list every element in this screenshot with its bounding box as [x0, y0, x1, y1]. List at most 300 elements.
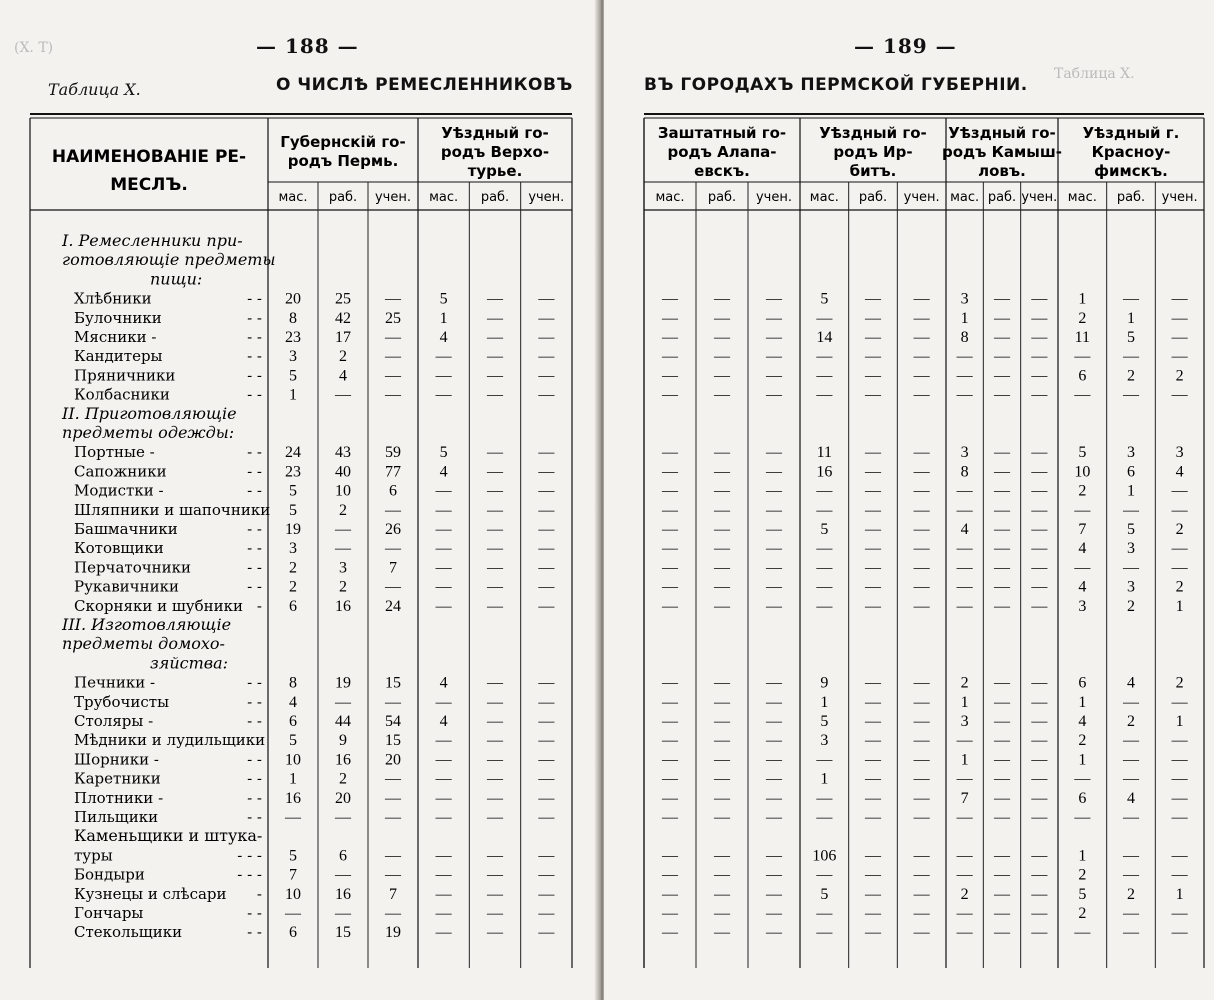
cell-value: —: [956, 501, 973, 519]
subheader-label: учен.: [528, 190, 565, 205]
craft-name: Колбасники: [74, 385, 170, 404]
leader-dashes: -: [256, 884, 262, 903]
cell-value: 16: [285, 789, 301, 807]
cell-value: —: [956, 578, 973, 596]
cell-value: —: [435, 693, 452, 711]
cell-value: —: [435, 386, 452, 404]
cell-value: 6: [1078, 674, 1087, 692]
cell-value: 1: [1127, 482, 1135, 500]
cell-value: —: [994, 367, 1010, 385]
cell-value: —: [1031, 597, 1048, 615]
cell-value: —: [1171, 751, 1188, 769]
cell-value: —: [1031, 770, 1048, 788]
cell-value: —: [714, 847, 730, 865]
cell-value: —: [335, 693, 351, 711]
cell-value: —: [538, 329, 555, 346]
craft-name: Хлѣбники: [74, 289, 152, 308]
cell-value: —: [1031, 789, 1048, 807]
leader-dashes: - -: [247, 692, 262, 711]
cell-value: 16: [335, 885, 351, 903]
cell-value: —: [662, 463, 678, 481]
cell-value: —: [994, 444, 1010, 462]
cell-value: —: [385, 578, 401, 596]
cell-value: —: [1123, 348, 1139, 366]
cell-value: —: [1031, 540, 1048, 558]
cell-value: —: [865, 540, 881, 558]
cell-value: —: [714, 386, 730, 404]
cell-value: —: [994, 578, 1010, 596]
cell-value: —: [538, 309, 555, 327]
cell-value: 9: [820, 674, 829, 692]
cell-value: —: [487, 559, 503, 577]
cell-value: 8: [960, 463, 969, 481]
cell-value: 19: [385, 924, 401, 942]
cell-value: —: [435, 482, 452, 500]
cell-value: 23: [285, 329, 301, 346]
cell-value: —: [816, 866, 833, 884]
cell-value: —: [994, 559, 1010, 577]
cell-value: —: [816, 348, 833, 366]
cell-value: —: [538, 789, 555, 807]
cell-value: —: [662, 713, 678, 730]
cell-value: —: [1031, 309, 1048, 327]
cell-value: —: [913, 367, 930, 385]
craft-name: Стекольщики: [74, 923, 183, 942]
left-bleed-through: (X. Т): [14, 40, 54, 56]
cell-value: —: [865, 348, 881, 366]
cell-value: 6: [289, 597, 297, 615]
craft-header-line: НАИМЕНОВАНІЕ РЕ-: [51, 147, 247, 167]
cell-value: —: [1031, 674, 1048, 692]
cell-value: —: [1031, 732, 1048, 750]
cell-value: —: [816, 789, 833, 807]
cell-value: —: [435, 521, 452, 538]
cell-value: 24: [285, 444, 301, 462]
cell-value: —: [538, 924, 555, 942]
cell-value: —: [956, 847, 973, 865]
group-header-line: родъ Верхо-: [440, 143, 550, 161]
cell-value: —: [766, 348, 782, 366]
subheader-label: мас.: [655, 190, 685, 205]
cell-value: 17: [335, 329, 351, 346]
cell-value: 3: [1127, 444, 1135, 462]
cell-value: 3: [960, 290, 969, 308]
cell-value: 59: [385, 444, 401, 462]
cell-value: —: [865, 905, 881, 922]
cell-value: —: [816, 751, 833, 769]
cell-value: —: [435, 732, 452, 750]
cell-value: 2: [960, 674, 969, 692]
cell-value: —: [865, 309, 881, 327]
cell-value: 4: [439, 713, 448, 730]
title-right-part: ВЪ ГОРОДАХЪ ПЕРМСКОЙ ГУБЕРНІИ.: [644, 75, 1028, 95]
cell-value: —: [487, 367, 503, 385]
cell-value: —: [1031, 924, 1048, 942]
cell-value: —: [714, 713, 730, 730]
cell-value: —: [1031, 482, 1048, 500]
cell-value: 2: [1175, 674, 1184, 692]
cell-value: 44: [335, 713, 351, 730]
cell-value: —: [1123, 866, 1139, 884]
cell-value: —: [865, 789, 881, 807]
cell-value: —: [1074, 348, 1091, 366]
cell-value: —: [487, 789, 503, 807]
cell-value: 5: [439, 290, 448, 308]
leader-dashes: - -: [247, 328, 262, 346]
cell-value: —: [538, 693, 555, 711]
cell-value: —: [335, 866, 351, 884]
cell-value: 106: [812, 847, 837, 865]
cell-value: —: [865, 809, 881, 826]
leader-dashes: - -: [247, 520, 262, 538]
craft-name: Шорники -: [74, 750, 159, 769]
cell-value: 3: [289, 348, 297, 366]
subheader-label: раб.: [480, 190, 510, 205]
leader-dashes: - -: [247, 462, 262, 481]
group-header-line: ловъ.: [978, 162, 1026, 180]
cell-value: 4: [439, 463, 448, 481]
craft-name: Плотники -: [74, 788, 164, 807]
cell-value: —: [714, 578, 730, 596]
cell-value: 16: [335, 751, 351, 769]
cell-value: —: [435, 540, 452, 558]
cell-value: 5: [1127, 521, 1135, 538]
cell-value: —: [913, 386, 930, 404]
cell-value: 4: [289, 693, 297, 711]
craft-name: Каретники: [74, 769, 161, 788]
cell-value: —: [385, 540, 401, 558]
cell-value: —: [487, 866, 503, 884]
cell-value: —: [487, 885, 503, 903]
cell-value: —: [913, 847, 930, 865]
cell-value: 6: [289, 713, 297, 730]
cell-value: 40: [335, 463, 351, 481]
cell-value: 3: [1175, 444, 1184, 462]
cell-value: —: [816, 597, 833, 615]
cell-value: 5: [289, 847, 297, 865]
group-header-line: битъ.: [849, 162, 897, 180]
cell-value: 25: [335, 290, 351, 308]
cell-value: —: [994, 905, 1010, 922]
cell-value: 77: [385, 463, 401, 481]
cell-value: 2: [960, 885, 969, 903]
cell-value: 1: [289, 770, 297, 788]
cell-value: —: [1031, 847, 1048, 865]
cell-value: —: [714, 866, 730, 884]
cell-value: —: [538, 367, 555, 385]
cell-value: 5: [1127, 329, 1135, 346]
group-header-line: Заштатный го-: [657, 124, 787, 142]
cell-value: —: [1074, 501, 1091, 519]
craft-name: Пильщики: [74, 808, 159, 826]
cell-value: —: [385, 809, 401, 826]
cell-value: —: [956, 866, 973, 884]
craft-name: туры: [74, 846, 113, 865]
cell-value: —: [1123, 770, 1139, 788]
cell-value: —: [385, 905, 401, 922]
cell-value: —: [913, 732, 930, 750]
leader-dashes: - -: [247, 347, 262, 366]
cell-value: —: [487, 732, 503, 750]
cell-value: —: [865, 713, 881, 730]
craft-name: Перчаточники: [74, 558, 192, 577]
cell-value: —: [766, 559, 782, 577]
cell-value: 14: [816, 329, 833, 346]
cell-value: —: [385, 348, 401, 366]
cell-value: 2: [1078, 732, 1087, 750]
cell-value: 3: [339, 559, 347, 577]
cell-value: —: [1171, 789, 1188, 807]
cell-value: —: [1031, 329, 1048, 346]
cell-value: —: [865, 329, 881, 346]
cell-value: —: [1123, 905, 1139, 922]
right-page: [604, 0, 1214, 1000]
cell-value: 4: [1078, 578, 1087, 596]
subheader-label: мас.: [809, 190, 839, 205]
subheader-label: мас.: [278, 190, 308, 205]
cell-value: —: [714, 367, 730, 385]
craft-name: Столяры -: [74, 712, 154, 730]
cell-value: 5: [1078, 885, 1087, 903]
cell-value: —: [994, 770, 1010, 788]
cell-value: 4: [1127, 674, 1135, 692]
cell-value: —: [913, 924, 930, 942]
cell-value: —: [1171, 309, 1188, 327]
cell-value: 5: [820, 290, 829, 308]
cell-value: —: [435, 809, 452, 826]
cell-value: 9: [339, 732, 347, 750]
cell-value: —: [435, 885, 452, 903]
cell-value: 6: [1127, 463, 1135, 481]
cell-value: —: [766, 578, 782, 596]
craft-name: Сапожники: [74, 462, 167, 481]
section-heading: I. Ремесленники при-: [62, 231, 243, 250]
cell-value: —: [1171, 809, 1188, 826]
cell-value: —: [714, 463, 730, 481]
cell-value: —: [714, 751, 730, 769]
cell-value: —: [1031, 578, 1048, 596]
cell-value: —: [487, 693, 503, 711]
cell-value: 5: [820, 713, 829, 730]
cell-value: —: [865, 751, 881, 769]
table-label: Таблица X.: [48, 80, 141, 99]
cell-value: —: [1031, 751, 1048, 769]
cell-value: 7: [389, 559, 397, 577]
cell-value: —: [994, 521, 1010, 538]
cell-value: —: [435, 905, 452, 922]
cell-value: —: [662, 329, 678, 346]
cell-value: 1: [960, 309, 969, 327]
cell-value: 3: [820, 732, 829, 750]
subheader-label: раб.: [987, 190, 1017, 205]
cell-value: 7: [289, 866, 297, 884]
cell-value: —: [538, 885, 555, 903]
cell-value: —: [994, 348, 1010, 366]
leader-dashes: - -: [247, 443, 262, 462]
cell-value: —: [766, 905, 782, 922]
cell-value: —: [487, 924, 503, 942]
cell-value: —: [865, 693, 881, 711]
section-heading: предметы домохо-: [62, 634, 225, 654]
craft-name: Печники -: [74, 673, 156, 692]
cell-value: —: [662, 578, 678, 596]
cell-value: 1: [1078, 290, 1087, 308]
cell-value: —: [913, 309, 930, 327]
cell-value: 54: [385, 713, 401, 730]
cell-value: —: [487, 540, 503, 558]
cell-value: —: [662, 559, 678, 577]
cell-value: 5: [820, 885, 829, 903]
cell-value: —: [1031, 693, 1048, 711]
cell-value: —: [538, 559, 555, 577]
cell-value: —: [385, 501, 401, 519]
leader-dashes: - -: [247, 788, 262, 807]
cell-value: —: [766, 770, 782, 788]
cell-value: —: [913, 482, 930, 500]
cell-value: 1: [1175, 713, 1184, 730]
cell-value: —: [714, 809, 730, 826]
cell-value: —: [956, 924, 973, 942]
cell-value: —: [487, 713, 503, 730]
cell-value: —: [1031, 809, 1048, 826]
cell-value: —: [714, 789, 730, 807]
cell-value: —: [487, 290, 503, 308]
cell-value: —: [487, 463, 503, 481]
cell-value: 11: [1074, 329, 1091, 346]
cell-value: 2: [1175, 521, 1184, 538]
cell-value: —: [662, 386, 678, 404]
cell-value: —: [487, 348, 503, 366]
cell-value: —: [1171, 540, 1188, 558]
group-header-line: родъ Пермь.: [287, 152, 399, 170]
cell-value: —: [913, 578, 930, 596]
cell-value: 2: [1175, 367, 1184, 385]
cell-value: —: [766, 482, 782, 500]
cell-value: —: [538, 597, 555, 615]
cell-value: —: [956, 809, 973, 826]
cell-value: —: [766, 847, 782, 865]
cell-value: —: [385, 770, 401, 788]
cell-value: 1: [1078, 751, 1087, 769]
cell-value: —: [714, 559, 730, 577]
cell-value: —: [385, 789, 401, 807]
cell-value: —: [913, 444, 930, 462]
leader-dashes: - -: [247, 289, 262, 308]
cell-value: —: [994, 866, 1010, 884]
craft-name: Трубочисты: [74, 692, 170, 711]
cell-value: 2: [289, 578, 297, 596]
cell-value: —: [816, 809, 833, 826]
cell-value: —: [994, 329, 1010, 346]
cell-value: —: [1171, 732, 1188, 750]
cell-value: 25: [385, 309, 401, 327]
cell-value: —: [1031, 501, 1048, 519]
cell-value: —: [1031, 866, 1048, 884]
cell-value: —: [662, 521, 678, 538]
cell-value: —: [385, 386, 401, 404]
section-heading: предметы одежды:: [62, 423, 235, 442]
cell-value: —: [1171, 847, 1188, 865]
cell-value: —: [714, 924, 730, 942]
cell-value: —: [435, 501, 452, 519]
cell-value: —: [766, 309, 782, 327]
cell-value: 16: [335, 597, 351, 615]
cell-value: —: [865, 866, 881, 884]
cell-value: —: [766, 751, 782, 769]
cell-value: 15: [385, 674, 401, 692]
cell-value: 1: [960, 693, 969, 711]
cell-value: 6: [1078, 789, 1087, 807]
cell-value: —: [714, 521, 730, 538]
cell-value: —: [766, 713, 782, 730]
cell-value: 5: [1078, 444, 1087, 462]
leader-dashes: - -: [247, 750, 262, 769]
section-heading: готовляющіе предметы: [62, 250, 276, 270]
leader-dashes: - - -: [237, 846, 262, 865]
cell-value: —: [994, 290, 1010, 308]
cell-value: —: [335, 809, 351, 826]
cell-value: —: [714, 885, 730, 903]
cell-value: —: [1074, 386, 1091, 404]
cell-value: 10: [285, 885, 301, 903]
cell-value: —: [435, 578, 452, 596]
cell-value: —: [1123, 751, 1139, 769]
cell-value: —: [538, 290, 555, 308]
leader-dashes: - -: [247, 539, 262, 558]
cell-value: —: [913, 559, 930, 577]
cell-value: 10: [285, 751, 301, 769]
cell-value: 1: [820, 770, 829, 788]
cell-value: —: [766, 463, 782, 481]
cell-value: —: [766, 290, 782, 308]
cell-value: 2: [339, 501, 347, 519]
cell-value: —: [538, 674, 555, 692]
cell-value: 10: [335, 482, 351, 500]
page-number-right: — 189 —: [854, 34, 957, 58]
subheader-label: мас.: [1067, 190, 1097, 205]
cell-value: —: [816, 540, 833, 558]
cell-value: —: [1031, 885, 1048, 903]
cell-value: —: [913, 674, 930, 692]
cell-value: —: [538, 348, 555, 366]
cell-value: 2: [1078, 309, 1087, 327]
cell-value: 11: [816, 444, 833, 462]
group-header-line: родъ Ир-: [833, 143, 913, 161]
cell-value: —: [662, 501, 678, 519]
cell-value: —: [385, 367, 401, 385]
cell-value: —: [994, 501, 1010, 519]
cell-value: —: [816, 309, 833, 327]
cell-value: 4: [960, 521, 969, 538]
right-table: [604, 0, 1214, 1000]
cell-value: —: [538, 540, 555, 558]
cell-value: —: [385, 329, 401, 346]
section-heading: пищи:: [150, 269, 203, 289]
cell-value: —: [1171, 924, 1188, 942]
leader-dashes: - -: [247, 673, 262, 692]
cell-value: —: [956, 348, 973, 366]
subheader-label: мас.: [429, 190, 459, 205]
cell-value: —: [913, 348, 930, 366]
cell-value: 1: [1175, 597, 1184, 615]
subheader-label: учен.: [1161, 190, 1198, 205]
cell-value: —: [487, 674, 503, 692]
cell-value: —: [435, 924, 452, 942]
cell-value: —: [662, 348, 678, 366]
cell-value: —: [1123, 559, 1139, 577]
craft-name: Шляпники и шапочники: [74, 500, 271, 519]
leader-dashes: - -: [247, 481, 262, 500]
